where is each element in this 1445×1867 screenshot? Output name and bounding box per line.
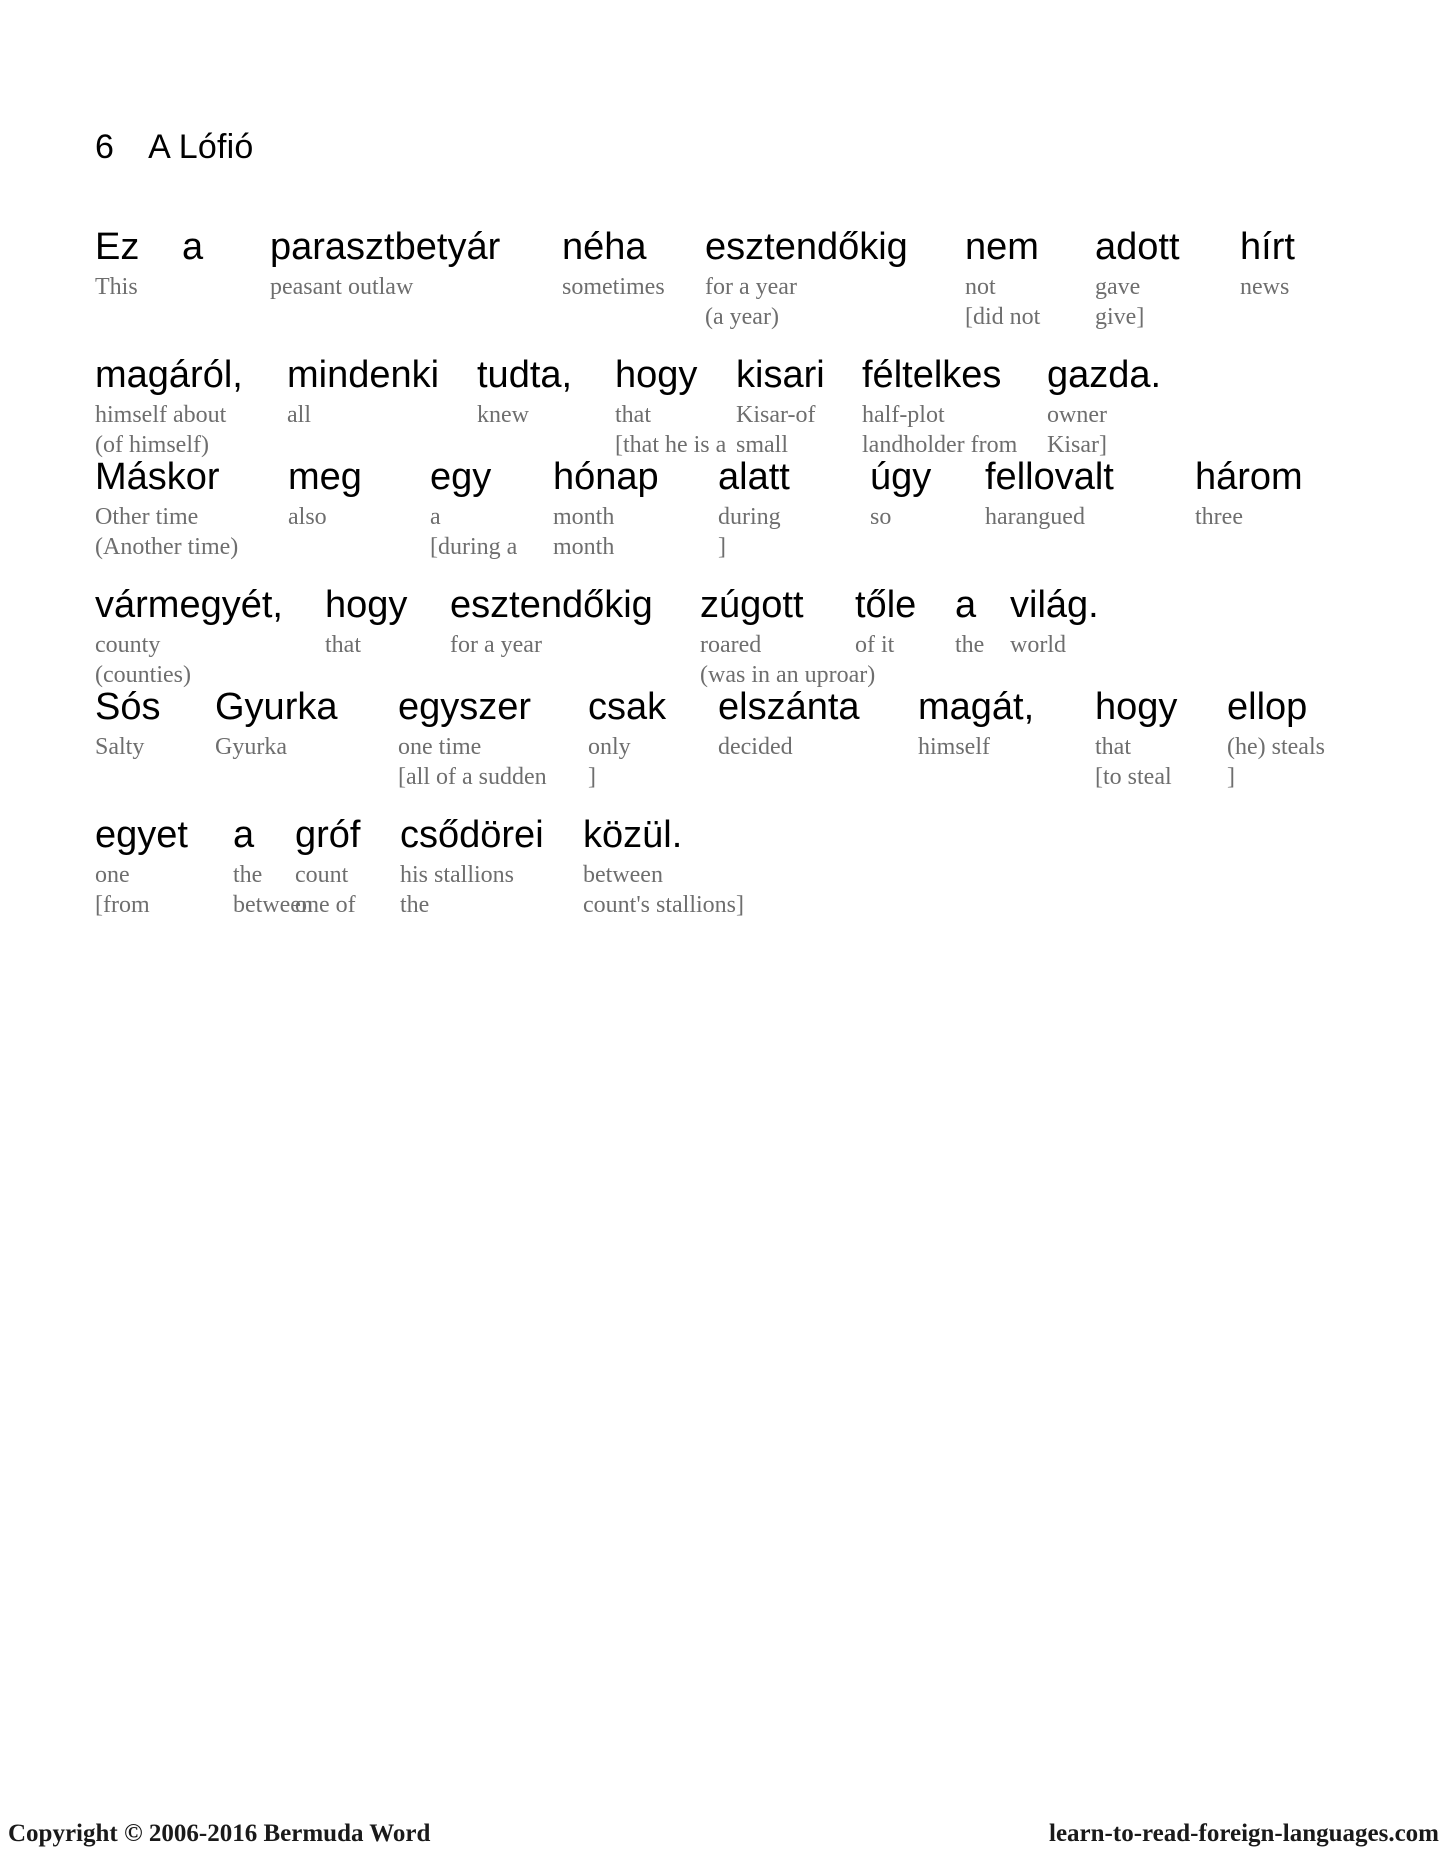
source-word: gróf xyxy=(295,814,361,856)
source-word: Sós xyxy=(95,686,161,728)
gloss-column xyxy=(1010,583,1099,690)
gloss-primary: a xyxy=(430,504,441,530)
gloss-secondary xyxy=(95,762,160,792)
gloss-secondary xyxy=(985,532,1114,562)
source-word: világ. xyxy=(1010,584,1099,626)
source-word: alatt xyxy=(718,456,790,498)
gloss-primary: himself xyxy=(918,734,990,760)
gloss-primary: during xyxy=(718,504,781,530)
source-word: elszánta xyxy=(718,686,860,728)
gloss-column xyxy=(855,583,916,690)
source-word: egyet xyxy=(95,814,188,856)
gloss-column xyxy=(562,225,665,332)
gloss-primary: for a year xyxy=(705,274,797,300)
gloss-secondary: (a year) xyxy=(705,304,779,330)
source-word: a xyxy=(182,226,204,268)
gloss-column xyxy=(95,455,238,562)
source-word: nem xyxy=(965,226,1039,268)
gloss-column xyxy=(215,685,337,792)
source-word: vármegyét, xyxy=(95,584,283,626)
source-word: magát, xyxy=(918,686,1035,728)
gloss-secondary: ] xyxy=(1227,764,1235,790)
source-word: tőle xyxy=(855,584,917,626)
gloss-column xyxy=(430,455,517,562)
gloss-primary: the xyxy=(233,862,263,888)
gloss-secondary: [from xyxy=(95,892,150,918)
gloss-column xyxy=(1095,225,1180,332)
source-word: három xyxy=(1195,456,1303,498)
gloss-column xyxy=(1195,455,1303,562)
gloss-column xyxy=(288,455,362,562)
gloss-column xyxy=(965,225,1040,332)
gloss-secondary: give] xyxy=(1095,304,1145,330)
gloss-secondary: small xyxy=(736,432,788,458)
source-word: a xyxy=(955,584,977,626)
gloss-primary: one xyxy=(95,862,130,888)
source-word: csődörei xyxy=(400,814,544,856)
gloss-primary: Gyurka xyxy=(215,734,287,760)
source-word: úgy xyxy=(870,456,932,498)
gloss-secondary: [all of a sudden xyxy=(398,764,547,790)
gloss-secondary xyxy=(1240,302,1295,332)
source-word: meg xyxy=(288,456,362,498)
footer-website: learn-to-read-foreign-languages.com xyxy=(1049,1820,1439,1847)
gloss-secondary: [during a xyxy=(430,534,518,560)
gloss-column xyxy=(700,583,875,690)
source-word: hogy xyxy=(1095,686,1178,728)
gloss-primary: that xyxy=(615,402,651,428)
source-word: közül. xyxy=(583,814,683,856)
gloss-column xyxy=(398,685,547,792)
source-word: Máskor xyxy=(95,456,220,498)
gloss-secondary: the xyxy=(400,892,430,918)
footer-copyright: Copyright © 2006-2016 Bermuda Word xyxy=(8,1820,431,1847)
gloss-primary xyxy=(182,272,203,302)
gloss-primary: not xyxy=(965,274,996,300)
gloss-column xyxy=(400,813,544,920)
gloss-secondary: [did not xyxy=(965,304,1041,330)
source-word: egy xyxy=(430,456,492,498)
gloss-primary: news xyxy=(1240,274,1290,300)
gloss-secondary: [that he is a xyxy=(615,432,727,458)
gloss-column xyxy=(705,225,908,332)
source-word: csak xyxy=(588,686,667,728)
source-word: Gyurka xyxy=(215,686,338,728)
source-word: Ez xyxy=(95,226,140,268)
gloss-primary: harangued xyxy=(985,504,1085,530)
gloss-column xyxy=(1095,685,1177,792)
stanza xyxy=(0,455,1445,711)
gloss-column xyxy=(862,353,1017,460)
gloss-primary: owner xyxy=(1047,402,1107,428)
source-word: ellop xyxy=(1227,686,1308,728)
gloss-line xyxy=(0,455,1445,583)
source-word: fellovalt xyxy=(985,456,1114,498)
gloss-secondary: (Another time) xyxy=(95,534,239,560)
gloss-secondary: ] xyxy=(718,534,726,560)
source-word: hónap xyxy=(553,456,659,498)
gloss-secondary: month xyxy=(553,534,615,560)
gloss-primary: the xyxy=(955,632,985,658)
gloss-column xyxy=(450,583,653,690)
gloss-primary: one time xyxy=(398,734,482,760)
gloss-primary: Kisar-of xyxy=(736,402,816,428)
gloss-primary: Other time xyxy=(95,504,199,530)
gloss-column xyxy=(870,455,931,562)
gloss-secondary xyxy=(918,762,1034,792)
gloss-secondary xyxy=(215,762,337,792)
gloss-secondary: (was in an uproar) xyxy=(700,662,876,688)
gloss-primary: (he) steals xyxy=(1227,734,1325,760)
gloss-column xyxy=(918,685,1034,792)
gloss-column xyxy=(553,455,659,562)
gloss-secondary: [to steal xyxy=(1095,764,1172,790)
gloss-column xyxy=(736,353,825,460)
source-word: egyszer xyxy=(398,686,532,728)
gloss-primary: that xyxy=(325,632,361,658)
gloss-column xyxy=(95,685,160,792)
gloss-primary: so xyxy=(870,504,892,530)
gloss-primary: knew xyxy=(477,402,529,428)
gloss-column xyxy=(477,353,572,460)
gloss-secondary xyxy=(870,532,931,562)
gloss-secondary: Kisar] xyxy=(1047,432,1107,458)
gloss-column xyxy=(287,353,439,460)
gloss-primary: month xyxy=(553,504,615,530)
gloss-column xyxy=(325,583,407,690)
source-word: kisari xyxy=(736,354,825,396)
gloss-column xyxy=(95,225,139,332)
gloss-secondary: landholder from xyxy=(862,432,1018,458)
gloss-column xyxy=(955,583,984,690)
source-word: hogy xyxy=(615,354,698,396)
source-word: zúgott xyxy=(700,584,804,626)
gloss-column xyxy=(718,685,860,792)
gloss-primary: roared xyxy=(700,632,762,658)
gloss-column xyxy=(615,353,726,460)
gloss-column xyxy=(95,813,188,920)
gloss-primary: gave xyxy=(1095,274,1141,300)
gloss-secondary xyxy=(95,302,139,332)
source-word: hogy xyxy=(325,584,408,626)
source-word: tudta, xyxy=(477,354,573,396)
gloss-primary: peasant outlaw xyxy=(270,274,414,300)
source-word: néha xyxy=(562,226,647,268)
gloss-line xyxy=(0,813,1445,941)
chapter-number: 6 xyxy=(95,128,115,166)
source-word: hírt xyxy=(1240,226,1295,268)
gloss-primary: This xyxy=(95,274,138,300)
gloss-secondary xyxy=(562,302,665,332)
gloss-primary: that xyxy=(1095,734,1131,760)
gloss-primary: world xyxy=(1010,632,1066,658)
gloss-secondary xyxy=(288,532,362,562)
gloss-primary: decided xyxy=(718,734,793,760)
stanza xyxy=(0,685,1445,941)
gloss-secondary: count's stallions] xyxy=(583,892,744,918)
source-word: gazda. xyxy=(1047,354,1162,396)
gloss-primary: of it xyxy=(855,632,895,658)
gloss-line xyxy=(0,225,1445,353)
gloss-secondary: between xyxy=(233,892,313,918)
source-word: magáról, xyxy=(95,354,243,396)
source-word: parasztbetyár xyxy=(270,226,501,268)
gloss-primary: sometimes xyxy=(562,274,665,300)
gloss-column xyxy=(295,813,360,920)
gloss-secondary xyxy=(182,302,203,332)
source-word: mindenki xyxy=(287,354,440,396)
gloss-column xyxy=(1047,353,1161,460)
gloss-primary: for a year xyxy=(450,632,542,658)
gloss-secondary: (of himself) xyxy=(95,432,209,458)
gloss-column xyxy=(588,685,666,792)
gloss-column xyxy=(1227,685,1325,792)
gloss-primary: also xyxy=(288,504,327,530)
gloss-column xyxy=(1240,225,1295,332)
gloss-secondary xyxy=(270,302,500,332)
gloss-primary: half-plot xyxy=(862,402,945,428)
gloss-primary: county xyxy=(95,632,161,658)
gloss-primary: only xyxy=(588,734,631,760)
source-word: féltelkes xyxy=(862,354,1002,396)
gloss-primary: three xyxy=(1195,504,1243,530)
gloss-column xyxy=(985,455,1114,562)
gloss-primary: between xyxy=(583,862,663,888)
gloss-secondary xyxy=(1195,532,1303,562)
gloss-column xyxy=(583,813,744,920)
gloss-column xyxy=(270,225,500,332)
page-footer xyxy=(0,1809,1445,1849)
source-word: esztendőkig xyxy=(450,584,653,626)
source-word: adott xyxy=(1095,226,1180,268)
gloss-secondary xyxy=(718,762,860,792)
gloss-secondary: one of xyxy=(295,892,356,918)
gloss-primary: himself about xyxy=(95,402,227,428)
gloss-primary: all xyxy=(287,402,311,428)
source-word: a xyxy=(233,814,255,856)
gloss-column xyxy=(95,583,283,690)
gloss-primary: count xyxy=(295,862,349,888)
gloss-column xyxy=(95,353,243,460)
gloss-column xyxy=(718,455,790,562)
gloss-column xyxy=(182,225,203,332)
gloss-primary: Salty xyxy=(95,734,145,760)
gloss-secondary: ] xyxy=(588,764,596,790)
gloss-primary: his stallions xyxy=(400,862,515,888)
source-word: esztendőkig xyxy=(705,226,908,268)
gloss-line xyxy=(0,685,1445,813)
stanza xyxy=(0,225,1445,481)
chapter-title: A Lófió xyxy=(148,128,254,166)
gloss-secondary: (counties) xyxy=(95,662,191,688)
